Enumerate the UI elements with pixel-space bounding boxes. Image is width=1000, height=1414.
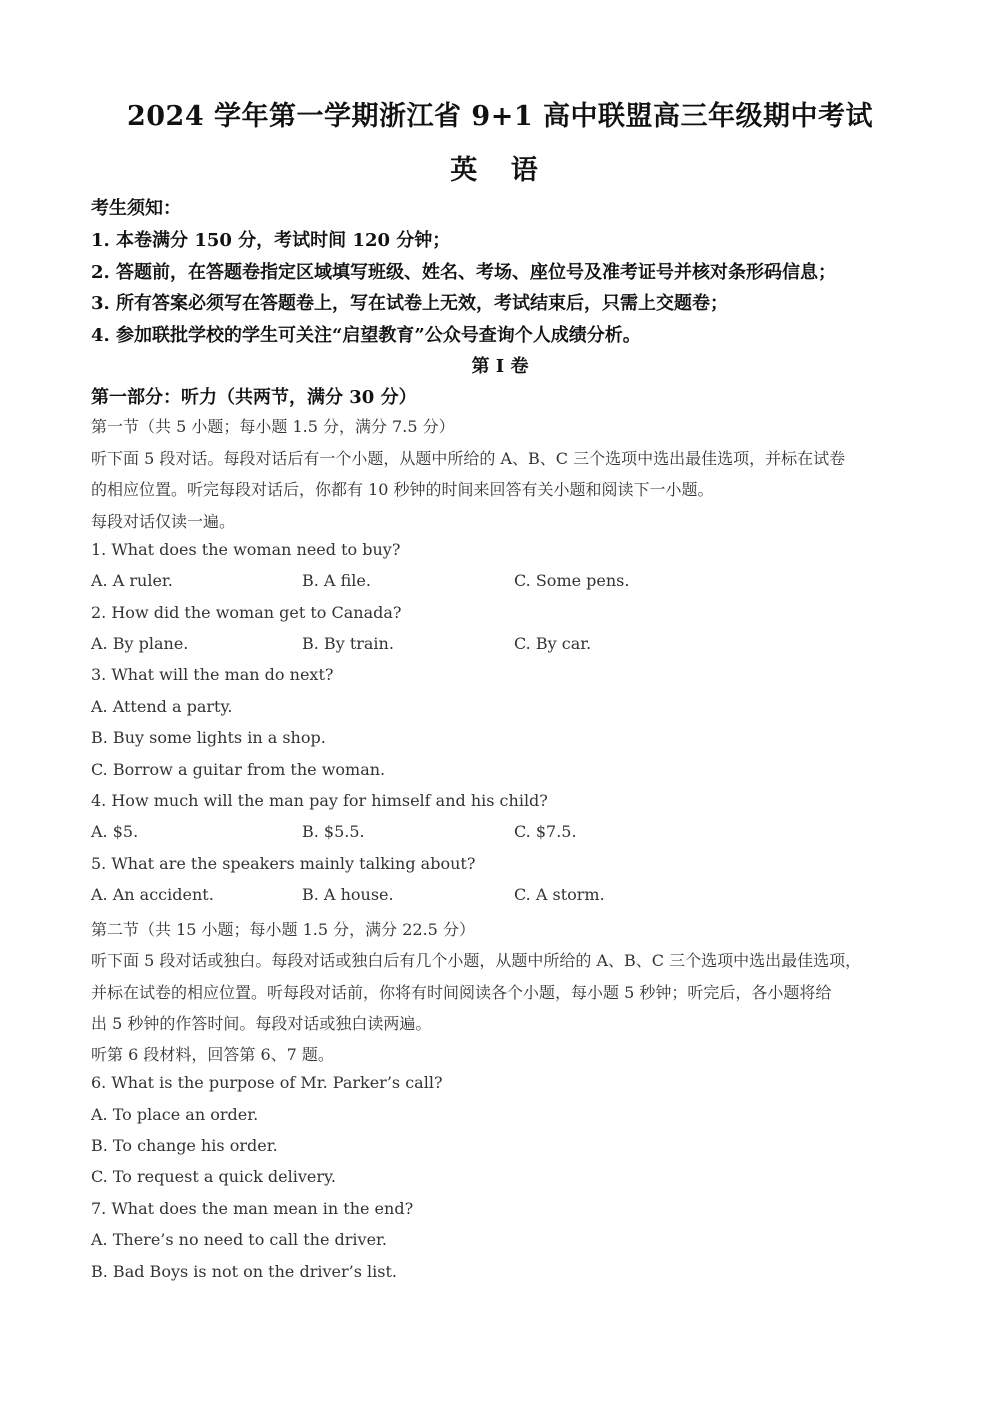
option-a: A. There’s no need to call the driver. <box>91 1230 388 1249</box>
question-stem: 1. What does the woman need to buy? <box>91 540 401 559</box>
option-b: B. Bad Boys is not on the driver’s list. <box>91 1262 397 1281</box>
option-b: B. By train. <box>302 634 394 653</box>
exam-subject: 英 语 <box>450 155 550 186</box>
option-c: C. $7.5. <box>514 822 577 841</box>
notice-item: 1. 本卷满分 150 分，考试时间 120 分钟； <box>91 230 451 251</box>
notice-item: 2. 答题前，在答题卷指定区域填写班级、姓名、考场、座位号及准考证号并核对条形码信息； <box>91 262 837 283</box>
notice-item: 4. 参加联批学校的学生可关注“启望教育”公众号查询个人成绩分析。 <box>91 325 641 346</box>
option-a: A. An accident. <box>91 885 214 904</box>
option-a: A. By plane. <box>91 634 189 653</box>
option-c: C. A storm. <box>514 885 605 904</box>
option-b: B. A house. <box>302 885 394 904</box>
option-b: B. To change his order. <box>91 1136 278 1155</box>
section1-instruction: 听下面 5 段对话。每段对话后有一个小题，从题中所给的 A、B、C 三个选项中选出最佳选项，并标在试卷 <box>91 449 846 468</box>
option-a: A. Attend a party. <box>91 697 233 716</box>
section2-heading: 第二节（共 15 小题；每小题 1.5 分，满分 22.5 分） <box>91 920 475 939</box>
option-b: B. $5.5. <box>302 822 365 841</box>
notice-item: 3. 所有答案必须写在答题卷上，写在试卷上无效，考试结束后，只需上交题卷； <box>91 293 729 314</box>
option-c: C. By car. <box>514 634 592 653</box>
section1-instruction: 的相应位置。听完每段对话后，你都有 10 秒钟的时间来回答有关小题和阅读下一小题。 <box>91 480 714 499</box>
exam-title: 2024 学年第一学期浙江省 9+1 高中联盟高三年级期中考试 <box>126 101 874 132</box>
question-stem: 2. How did the woman get to Canada? <box>91 603 402 622</box>
option-c: C. Borrow a guitar from the woman. <box>91 760 386 779</box>
option-a: A. A ruler. <box>91 571 173 590</box>
option-c: C. Some pens. <box>514 571 630 590</box>
notice-heading: 考生须知： <box>91 198 181 219</box>
option-b: B. Buy some lights in a shop. <box>91 728 326 747</box>
material-note: 听第 6 段材料，回答第 6、7 题。 <box>91 1045 334 1064</box>
volume-label: 第 I 卷 <box>471 356 529 377</box>
question-stem: 4. How much will the man pay for himself and his child? <box>91 791 548 810</box>
question-stem: 5. What are the speakers mainly talking about? <box>91 854 476 873</box>
section2-instruction: 出 5 秒钟的作答时间。每段对话或独白读两遍。 <box>91 1014 432 1033</box>
section2-instruction: 听下面 5 段对话或独白。每段对话或独白后有几个小题，从题中所给的 A、B、C 三个选项中选出最佳选项， <box>91 951 862 970</box>
option-b: B. A file. <box>302 571 371 590</box>
section2-instruction: 并标在试卷的相应位置。听每段对话前，你将有时间阅读各个小题，每小题 5 秒钟；听完后，各小题将给 <box>91 983 832 1002</box>
section1-heading: 第一节（共 5 小题；每小题 1.5 分，满分 7.5 分） <box>91 417 455 436</box>
question-stem: 7. What does the man mean in the end? <box>91 1199 414 1218</box>
question-stem: 3. What will the man do next? <box>91 665 334 684</box>
option-c: C. To request a quick delivery. <box>91 1167 336 1186</box>
section1-instruction: 每段对话仅读一遍。 <box>91 512 236 531</box>
question-stem: 6. What is the purpose of Mr. Parker’s call? <box>91 1073 443 1092</box>
option-a: A. To place an order. <box>91 1105 259 1124</box>
part1-heading: 第一部分：听力（共两节，满分 30 分） <box>91 387 417 408</box>
option-a: A. $5. <box>91 822 139 841</box>
